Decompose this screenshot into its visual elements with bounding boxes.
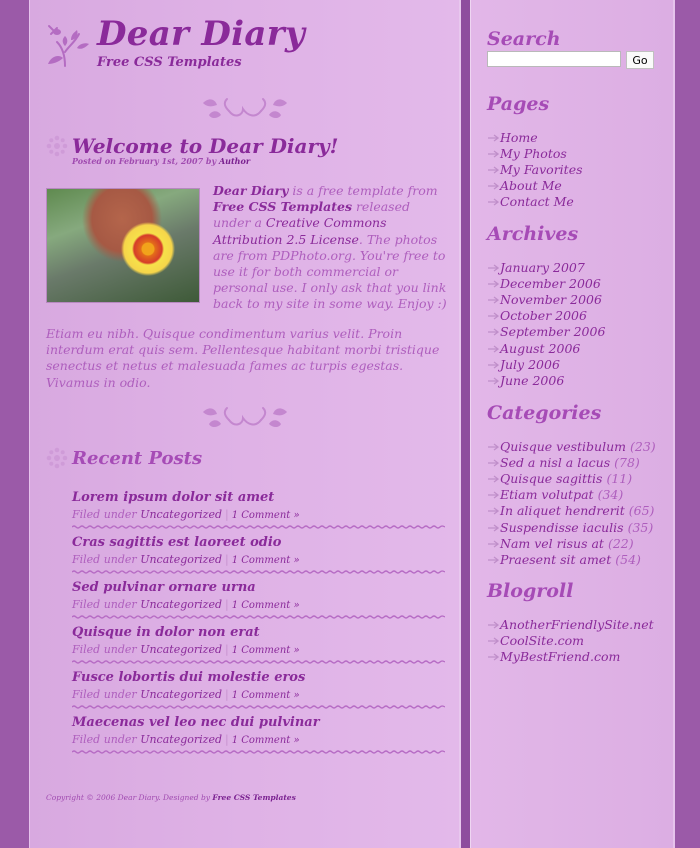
site-subtitle: Free CSS Templates xyxy=(97,55,242,70)
category-label: Etiam volutpat xyxy=(500,487,594,503)
category-count: (54) xyxy=(615,551,641,567)
page-link-about-me[interactable] xyxy=(487,178,583,194)
category-link[interactable]: Uncategorized xyxy=(140,688,222,701)
wavy-divider xyxy=(72,705,445,709)
category-count: (65) xyxy=(628,503,655,519)
archive-link[interactable] xyxy=(487,276,605,292)
category-count: (22) xyxy=(607,535,634,551)
search-input[interactable] xyxy=(487,51,621,67)
wavy-divider xyxy=(72,660,445,664)
blogroll-link[interactable] xyxy=(487,649,654,665)
arrow-bullet-icon xyxy=(487,637,499,645)
category-link[interactable]: Uncategorized xyxy=(140,553,222,566)
recent-posts-header xyxy=(46,447,202,469)
archive-link-label: June 2006 xyxy=(500,372,565,388)
arrow-bullet-icon xyxy=(487,150,499,158)
category-count: (23) xyxy=(629,439,656,455)
license-link[interactable]: Creative Commons Attribution 2.5 License xyxy=(213,215,387,247)
intro-text-part: released under a xyxy=(213,199,410,231)
recent-post-title-link[interactable]: Lorem ipsum dolor sit amet xyxy=(72,490,275,505)
flourish-ornament-icon xyxy=(199,93,291,123)
page-link-label: Home xyxy=(500,130,538,146)
vine-logo-icon xyxy=(45,20,91,68)
arrow-bullet-icon xyxy=(487,134,499,142)
arrow-bullet-icon xyxy=(487,328,499,336)
recent-post-item xyxy=(72,669,445,714)
intro-site-name: Dear Diary xyxy=(213,183,289,198)
blogroll-link-label: AnotherFriendlySite.net xyxy=(500,617,654,633)
recent-posts-list xyxy=(72,489,445,759)
pages-list xyxy=(487,130,583,210)
archive-link-label: October 2006 xyxy=(500,308,587,324)
page-link-label: My Photos xyxy=(500,146,567,162)
comments-link[interactable]: 1 Comment » xyxy=(231,600,300,611)
flourish-ornament-icon xyxy=(199,402,291,432)
meta-separator: | xyxy=(225,643,229,656)
recent-post-meta xyxy=(72,641,445,659)
archives-list xyxy=(487,260,605,389)
recent-post-meta xyxy=(72,551,445,569)
recent-posts-heading: Recent Posts xyxy=(72,447,203,469)
arrow-bullet-icon xyxy=(487,361,499,369)
flower-bullet-icon xyxy=(46,135,68,157)
arrow-bullet-icon xyxy=(487,264,499,272)
archive-link-label: December 2006 xyxy=(500,276,601,292)
category-item[interactable] xyxy=(487,487,656,503)
archives-heading: Archives xyxy=(487,223,579,245)
page-link-label: My Favorites xyxy=(500,162,583,178)
recent-post-title-link[interactable]: Quisque in dolor non erat xyxy=(72,625,260,640)
categories-list xyxy=(487,439,656,568)
archive-link-label: July 2006 xyxy=(500,356,560,372)
category-count: (34) xyxy=(597,487,624,503)
recent-post-item xyxy=(72,489,445,534)
archive-link[interactable] xyxy=(487,324,605,340)
archive-link[interactable] xyxy=(487,260,605,276)
wavy-divider xyxy=(72,570,445,574)
blogroll-link-label: CoolSite.com xyxy=(500,633,584,649)
meta-separator: | xyxy=(225,688,229,701)
intro-text-part: is a free template from xyxy=(288,183,438,198)
recent-post-meta xyxy=(72,686,445,704)
post-date: Posted on February 1st, 2007 by xyxy=(72,156,219,166)
flower-photo xyxy=(46,188,200,303)
arrow-bullet-icon xyxy=(487,556,499,564)
arrow-bullet-icon xyxy=(487,296,499,304)
recent-post-item xyxy=(72,624,445,669)
arrow-bullet-icon xyxy=(487,459,499,467)
arrow-bullet-icon xyxy=(487,491,499,499)
wavy-divider xyxy=(72,525,445,529)
arrow-bullet-icon xyxy=(487,621,499,629)
category-count: (11) xyxy=(606,471,633,487)
filed-under-label: Filed under xyxy=(72,733,137,746)
recent-post-title-link[interactable]: Fusce lobortis dui molestie eros xyxy=(72,670,306,685)
flower-bullet-icon xyxy=(46,447,68,469)
arrow-bullet-icon xyxy=(487,280,499,288)
filed-under-label: Filed under xyxy=(72,643,137,656)
recent-post-item xyxy=(72,534,445,579)
archive-link[interactable] xyxy=(487,340,605,356)
page-link-label: Contact Me xyxy=(500,194,574,210)
comments-link[interactable]: 1 Comment » xyxy=(231,645,300,656)
arrow-bullet-icon xyxy=(487,507,499,515)
page-link-label: About Me xyxy=(500,178,562,194)
footer-designer-link[interactable]: Free CSS Templates xyxy=(212,793,296,802)
arrow-bullet-icon xyxy=(487,377,499,385)
blogroll-link[interactable] xyxy=(487,633,654,649)
category-item[interactable] xyxy=(487,439,656,455)
intro-text xyxy=(213,183,449,313)
category-label: Praesent sit amet xyxy=(500,551,612,567)
category-link[interactable]: Uncategorized xyxy=(140,643,222,656)
recent-post-meta xyxy=(72,596,445,614)
comments-link[interactable]: 1 Comment » xyxy=(231,690,300,701)
archive-link[interactable] xyxy=(487,373,605,389)
recent-post-meta xyxy=(72,731,445,749)
site-title[interactable]: Dear Diary xyxy=(97,14,305,54)
category-label: Suspendisse iaculis xyxy=(500,519,624,535)
meta-separator: | xyxy=(225,598,229,611)
archive-link[interactable] xyxy=(487,292,605,308)
category-label: Nam vel risus at xyxy=(500,535,604,551)
page-link-my-photos[interactable] xyxy=(487,146,583,162)
category-count: (78) xyxy=(614,455,640,471)
arrow-bullet-icon xyxy=(487,345,499,353)
category-label: Quisque sagittis xyxy=(500,471,603,487)
page-link-contact-me[interactable] xyxy=(487,194,583,210)
category-item[interactable] xyxy=(487,471,656,487)
arrow-bullet-icon xyxy=(487,653,499,661)
footer xyxy=(46,793,296,802)
recent-post-title-link[interactable]: Maecenas vel leo nec dui pulvinar xyxy=(72,715,320,730)
arrow-bullet-icon xyxy=(487,443,499,451)
wavy-divider xyxy=(72,750,445,754)
meta-separator: | xyxy=(225,553,229,566)
archive-link-label: September 2006 xyxy=(500,324,606,340)
filed-under-label: Filed under xyxy=(72,688,137,701)
category-link[interactable]: Uncategorized xyxy=(140,508,222,521)
archive-link-label: January 2007 xyxy=(500,260,585,276)
comments-link[interactable]: 1 Comment » xyxy=(231,510,300,521)
category-link[interactable]: Uncategorized xyxy=(140,598,222,611)
archive-link[interactable] xyxy=(487,357,605,373)
category-label: In aliquet hendrerit xyxy=(500,503,625,519)
arrow-bullet-icon xyxy=(487,182,499,190)
page-link-home[interactable] xyxy=(487,130,583,146)
welcome-post-header xyxy=(46,134,338,158)
blogroll-link[interactable] xyxy=(487,617,654,633)
arrow-bullet-icon xyxy=(487,166,499,174)
blogroll-link-label: MyBestFriend.com xyxy=(500,649,621,665)
filed-under-label: Filed under xyxy=(72,553,137,566)
free-css-templates-link[interactable]: Free CSS Templates xyxy=(213,199,352,215)
post-author-link[interactable]: Author xyxy=(218,156,251,166)
welcome-post-title[interactable]: Welcome to Dear Diary! xyxy=(72,134,339,158)
intro-text-part: . The photos are from PDPhoto.org. You're free to use it for both commercial or personal use. I only ask that you link back to my site in some way. Enjoy :) xyxy=(213,231,447,312)
page-link-my-favorites[interactable] xyxy=(487,162,583,178)
recent-post-title-link[interactable]: Cras sagittis est laoreet odio xyxy=(72,535,282,550)
blogroll-heading: Blogroll xyxy=(487,580,574,602)
filed-under-label: Filed under xyxy=(72,508,137,521)
archive-link-label: November 2006 xyxy=(500,292,602,308)
post-meta xyxy=(72,156,250,166)
comments-link[interactable]: 1 Comment » xyxy=(231,735,300,746)
filed-under-label: Filed under xyxy=(72,598,137,611)
recent-post-meta xyxy=(72,506,445,524)
sidebar-column xyxy=(470,0,675,848)
copyright-text: Copyright © 2006 Dear Diary. Designed by xyxy=(46,793,213,802)
archive-link[interactable] xyxy=(487,308,605,324)
category-link[interactable]: Uncategorized xyxy=(140,733,222,746)
archive-link-label: August 2006 xyxy=(500,340,581,356)
arrow-bullet-icon xyxy=(487,524,499,532)
category-label: Sed a nisl a lacus xyxy=(500,455,611,471)
search-heading: Search xyxy=(487,28,561,50)
recent-post-title-link[interactable]: Sed pulvinar ornare urna xyxy=(72,580,256,595)
category-item[interactable] xyxy=(487,552,656,568)
category-count: (35) xyxy=(627,519,654,535)
recent-post-item xyxy=(72,579,445,624)
categories-heading: Categories xyxy=(487,402,602,424)
category-label: Quisque vestibulum xyxy=(500,439,626,455)
comments-link[interactable]: 1 Comment » xyxy=(231,555,300,566)
pages-heading: Pages xyxy=(487,93,550,115)
category-item[interactable] xyxy=(487,455,656,471)
meta-separator: | xyxy=(225,508,229,521)
blogroll-list xyxy=(487,617,654,665)
column-divider xyxy=(461,0,470,848)
wavy-divider xyxy=(72,615,445,619)
category-item[interactable] xyxy=(487,519,656,535)
search-go-button[interactable]: Go xyxy=(626,51,654,69)
meta-separator: | xyxy=(225,733,229,746)
body-paragraph: Etiam eu nibh. Quisque condimentum varius velit. Proin interdum erat quis sem. Pellentesque habitant morbi tristique senectus et netus et malesuada fames ac turpis egestas. Vivamus in odio. xyxy=(46,326,440,390)
arrow-bullet-icon xyxy=(487,312,499,320)
arrow-bullet-icon xyxy=(487,540,499,548)
recent-post-item xyxy=(72,714,445,759)
category-item[interactable] xyxy=(487,536,656,552)
category-item[interactable] xyxy=(487,503,656,519)
arrow-bullet-icon xyxy=(487,198,499,206)
arrow-bullet-icon xyxy=(487,475,499,483)
